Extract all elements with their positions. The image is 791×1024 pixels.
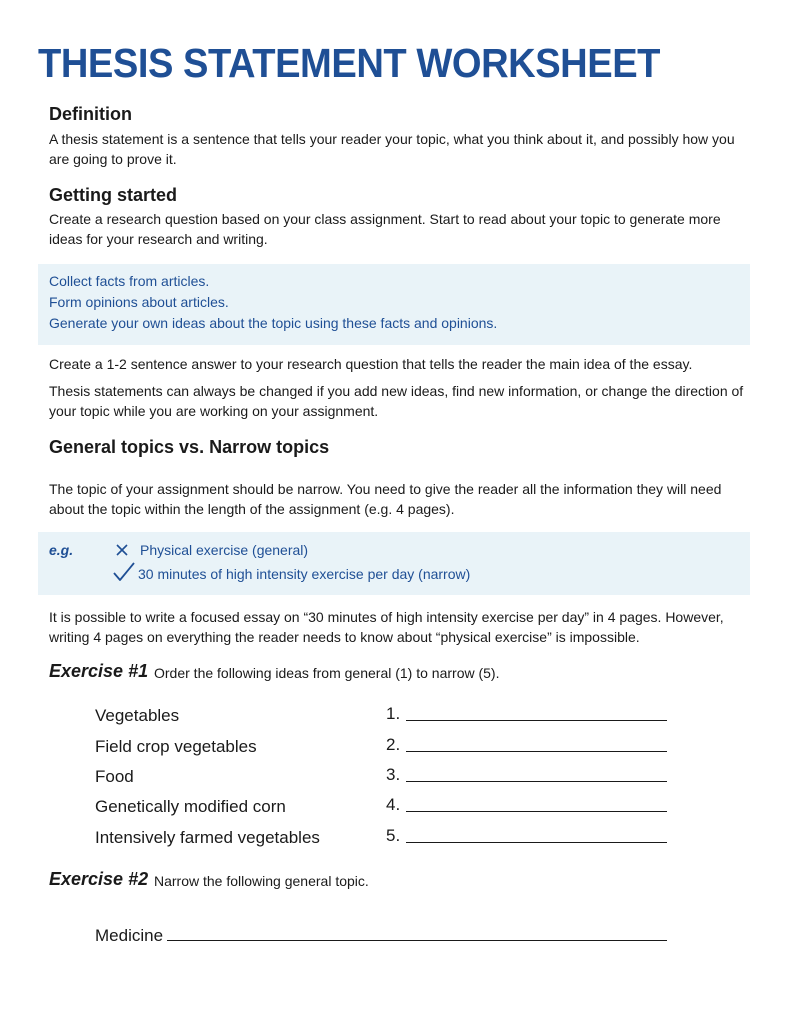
- steps-box: [38, 264, 750, 345]
- exercise1-item: Field crop vegetables: [95, 737, 257, 756]
- exercise2-topic: Medicine: [95, 926, 164, 945]
- page-title: THESIS STATEMENT WORKSHEET: [38, 40, 661, 86]
- exercise1-instruction: Order the following ideas from general (1) to narrow (5).: [154, 665, 500, 681]
- definition-text: A thesis statement is a sentence that tells your reader your topic, what you think about it, and possibly how you are going to prove it.: [49, 131, 735, 167]
- example-label: e.g.: [49, 542, 74, 558]
- step-item: Collect facts from articles.: [49, 273, 210, 289]
- answer-number: 4.: [386, 795, 401, 814]
- exercise1-item: Intensively farmed vegetables: [95, 828, 320, 847]
- getting-started-text: Create a research question based on your class assignment. Start to read about your topic to generate more ideas for your research and writing.: [49, 211, 721, 247]
- answer-paragraph: Create a 1-2 sentence answer to your research question that tells the reader the main idea of the essay.: [49, 356, 693, 372]
- getting-started-heading: Getting started: [49, 185, 178, 205]
- general-vs-narrow-heading: General topics vs. Narrow topics: [49, 437, 330, 457]
- narrowed-topic-blank[interactable]: [167, 940, 667, 941]
- answer-blank-5[interactable]: [406, 842, 667, 843]
- exercise1-item: Genetically modified corn: [95, 797, 286, 816]
- exercise1-item: Vegetables: [95, 706, 180, 725]
- answer-number: 1.: [386, 704, 401, 723]
- answer-blank-3[interactable]: [406, 781, 667, 782]
- definition-heading: Definition: [49, 104, 132, 124]
- exercise2-instruction: Narrow the following general topic.: [154, 873, 369, 889]
- answer-number: 2.: [386, 735, 401, 754]
- check-mark-icon: [112, 561, 136, 583]
- exercise1-item: Food: [95, 767, 134, 786]
- x-mark-icon: [115, 543, 129, 557]
- answer-blank-1[interactable]: [406, 720, 667, 721]
- bad-example: Physical exercise (general): [140, 542, 309, 558]
- step-item: Form opinions about articles.: [49, 294, 229, 310]
- good-example: 30 minutes of high intensity exercise per day (narrow): [138, 566, 471, 582]
- focused-essay-explanation: It is possible to write a focused essay on “30 minutes of high intensity exercise per day” in 4 pages. However, writing 4 pages on everything the reader needs to know about “physical exercise” is impossible.: [49, 609, 724, 645]
- answer-number: 5.: [386, 826, 401, 845]
- answer-blank-2[interactable]: [406, 751, 667, 752]
- answer-number: 3.: [386, 765, 401, 784]
- exercise1-label: Exercise #1: [49, 661, 149, 681]
- example-box: [38, 532, 750, 595]
- narrow-topic-text: The topic of your assignment should be narrow. You need to give the reader all the information they will need about the topic within the length of the assignment (e.g. 4 pages).: [49, 481, 722, 517]
- exercise2-label: Exercise #2: [49, 869, 149, 889]
- revision-paragraph: Thesis statements can always be changed if you add new ideas, find new information, or change the direction of your topic while you are working on your assignment.: [49, 383, 744, 419]
- step-item: Generate your own ideas about the topic using these facts and opinions.: [49, 315, 498, 331]
- answer-blank-4[interactable]: [406, 811, 667, 812]
